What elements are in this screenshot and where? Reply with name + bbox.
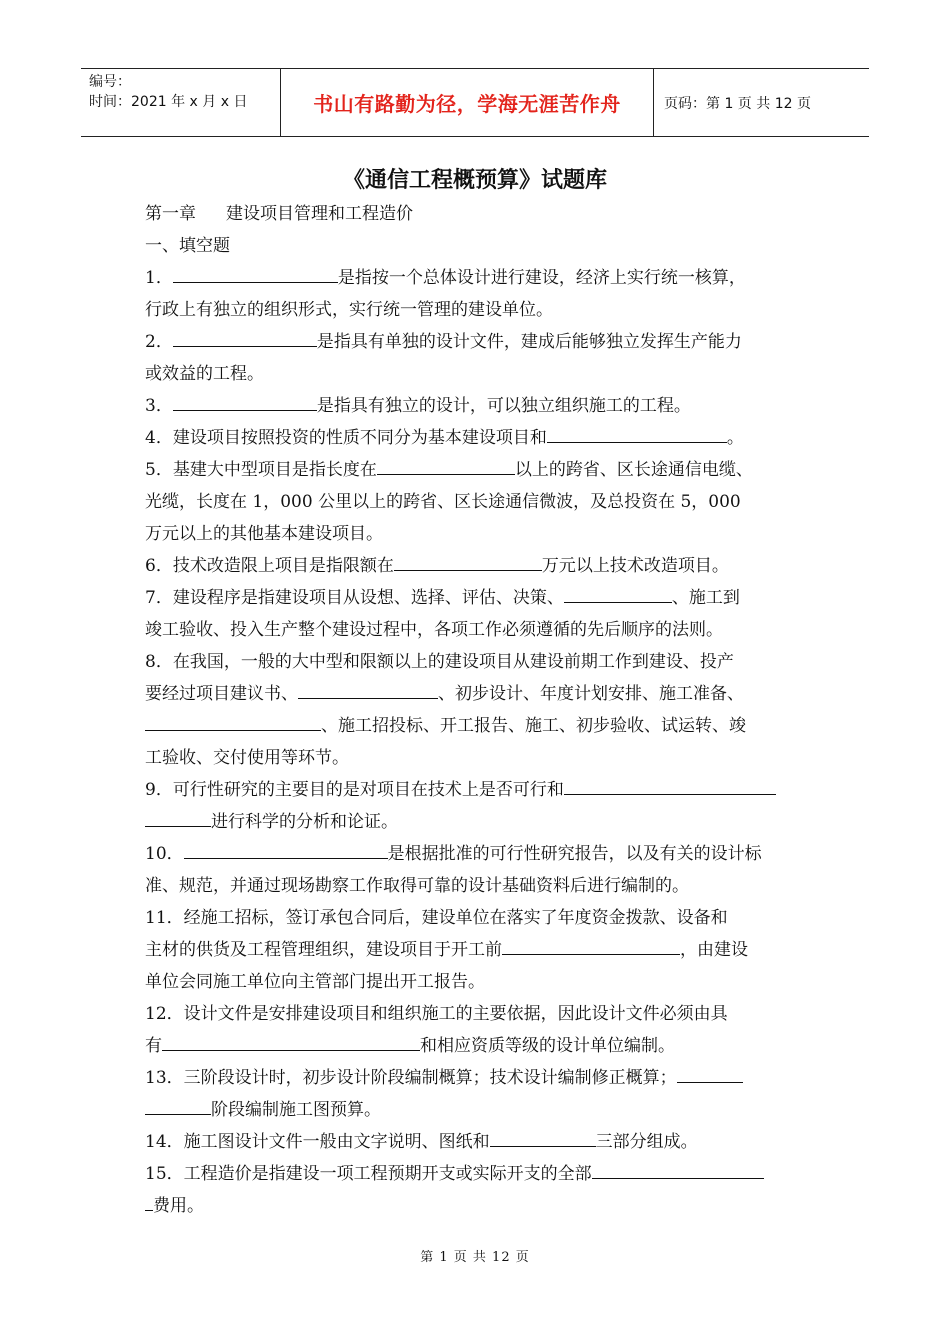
- question-11-cont2: 单位会同施工单位向主管部门提出开工报告。: [145, 972, 485, 992]
- question-2: 2． 是指具有单独的设计文件，建成后能够独立发挥生产能力: [145, 326, 835, 358]
- question-15: 15．工程造价是指建设一项工程预期开支或实际开支的全部: [145, 1158, 835, 1190]
- question-10-cont: 准、规范，并通过现场勘察工作取得可靠的设计基础资料后进行编制的。: [145, 876, 689, 896]
- header-table: [81, 68, 869, 137]
- question-5-cont: 光缆，长度在 1，000 公里以上的跨省、区长途通信微波，及总投资在 5，000: [145, 492, 741, 512]
- page-info: 页码：第 1 页 共 12 页: [664, 95, 811, 112]
- question-1: 1． 是指按一个总体设计进行建设，经济上实行统一核算，: [145, 262, 835, 294]
- question-14: 14．施工图设计文件一般由文字说明、图纸和 三部分组成。: [145, 1126, 835, 1158]
- answer-blank[interactable]: [394, 552, 542, 571]
- answer-blank[interactable]: [564, 776, 776, 795]
- answer-blank[interactable]: [547, 424, 727, 443]
- answer-blank[interactable]: [677, 1064, 743, 1083]
- header-page-cell: [654, 69, 869, 136]
- question-7: 7．建设程序是指建设项目从设想、选择、评估、决策、 、施工到: [145, 582, 835, 614]
- answer-blank[interactable]: [184, 840, 388, 859]
- answer-blank[interactable]: [173, 264, 338, 283]
- question-4: 4．建设项目按照投资的性质不同分为基本建设项目和 。: [145, 422, 835, 454]
- question-12-cont: 有 和相应资质等级的设计单位编制。: [145, 1030, 835, 1062]
- question-3: 3． 是指具有独立的设计，可以独立组织施工的工程。: [145, 390, 835, 422]
- chapter-label: 第一章: [145, 204, 196, 224]
- question-13: 13．三阶段设计时，初步设计阶段编制概算；技术设计编制修正概算；: [145, 1062, 835, 1094]
- question-11: 11．经施工招标，签订承包合同后，建设单位在落实了年度资金拨款、设备和: [145, 908, 728, 928]
- answer-blank[interactable]: [298, 680, 438, 699]
- motto: 书山有路勤为径，学海无涯苦作舟: [313, 92, 621, 116]
- answer-blank[interactable]: [145, 1096, 211, 1115]
- answer-blank[interactable]: [173, 328, 317, 347]
- question-12: 12．设计文件是安排建设项目和组织施工的主要依据，因此设计文件必须由具: [145, 1004, 728, 1024]
- question-6: 6．技术改造限上项目是指限额在 万元以上技术改造项目。: [145, 550, 835, 582]
- answer-blank[interactable]: [490, 1128, 596, 1147]
- chapter-name: 建设项目管理和工程造价: [226, 204, 413, 224]
- answer-blank[interactable]: [502, 936, 680, 955]
- code-label: 编号：: [89, 74, 131, 90]
- page-footer: 第 1 页 共 12 页: [420, 1250, 530, 1265]
- question-5: 5．基建大中型项目是指长度在 以上的跨省、区长途通信电缆、: [145, 454, 835, 486]
- question-2-cont: 或效益的工程。: [145, 364, 264, 384]
- chapter-heading: [145, 198, 835, 230]
- answer-blank[interactable]: [145, 712, 321, 731]
- question-9: 9．可行性研究的主要目的是对项目在技术上是否可行和: [145, 774, 835, 806]
- section-heading: 一、填空题: [145, 236, 230, 256]
- question-5-cont2: 万元以上的其他基本建设项目。: [145, 524, 383, 544]
- answer-blank[interactable]: [173, 392, 317, 411]
- answer-blank[interactable]: [145, 1192, 153, 1211]
- question-9-cont: 进行科学的分析和论证。: [145, 806, 835, 838]
- answer-blank[interactable]: [377, 456, 515, 475]
- question-8-cont: 要经过项目建议书、 、初步设计、年度计划安排、施工准备、: [145, 678, 835, 710]
- question-15-cont: 费用。: [145, 1190, 835, 1222]
- document-title: 《通信工程概预算》试题库: [342, 168, 607, 193]
- question-11-cont: 主材的供货及工程管理组织，建设项目于开工前 ，由建设: [145, 934, 835, 966]
- date-label: 时间：2021 年 x 月 x 日: [89, 94, 248, 110]
- question-7-cont: 竣工验收、投入生产整个建设过程中，各项工作必须遵循的先后顺序的法则。: [145, 620, 723, 640]
- answer-blank[interactable]: [145, 808, 211, 827]
- question-1-cont: 行政上有独立的组织形式，实行统一管理的建设单位。: [145, 300, 553, 320]
- document-body: [145, 198, 835, 1222]
- question-10: 10． 是根据批准的可行性研究报告，以及有关的设计标: [145, 838, 835, 870]
- question-13-cont: 阶段编制施工图预算。: [145, 1094, 835, 1126]
- answer-blank[interactable]: [162, 1032, 420, 1051]
- header-motto-cell: [281, 69, 654, 136]
- answer-blank[interactable]: [564, 584, 672, 603]
- question-8-cont2: 、施工招投标、开工报告、施工、初步验收、试运转、竣: [145, 710, 835, 742]
- question-8: 8．在我国，一般的大中型和限额以上的建设项目从建设前期工作到建设、投产: [145, 652, 734, 672]
- header-meta-cell: [81, 69, 281, 136]
- answer-blank[interactable]: [592, 1160, 764, 1179]
- question-8-cont3: 工验收、交付使用等环节。: [145, 748, 349, 768]
